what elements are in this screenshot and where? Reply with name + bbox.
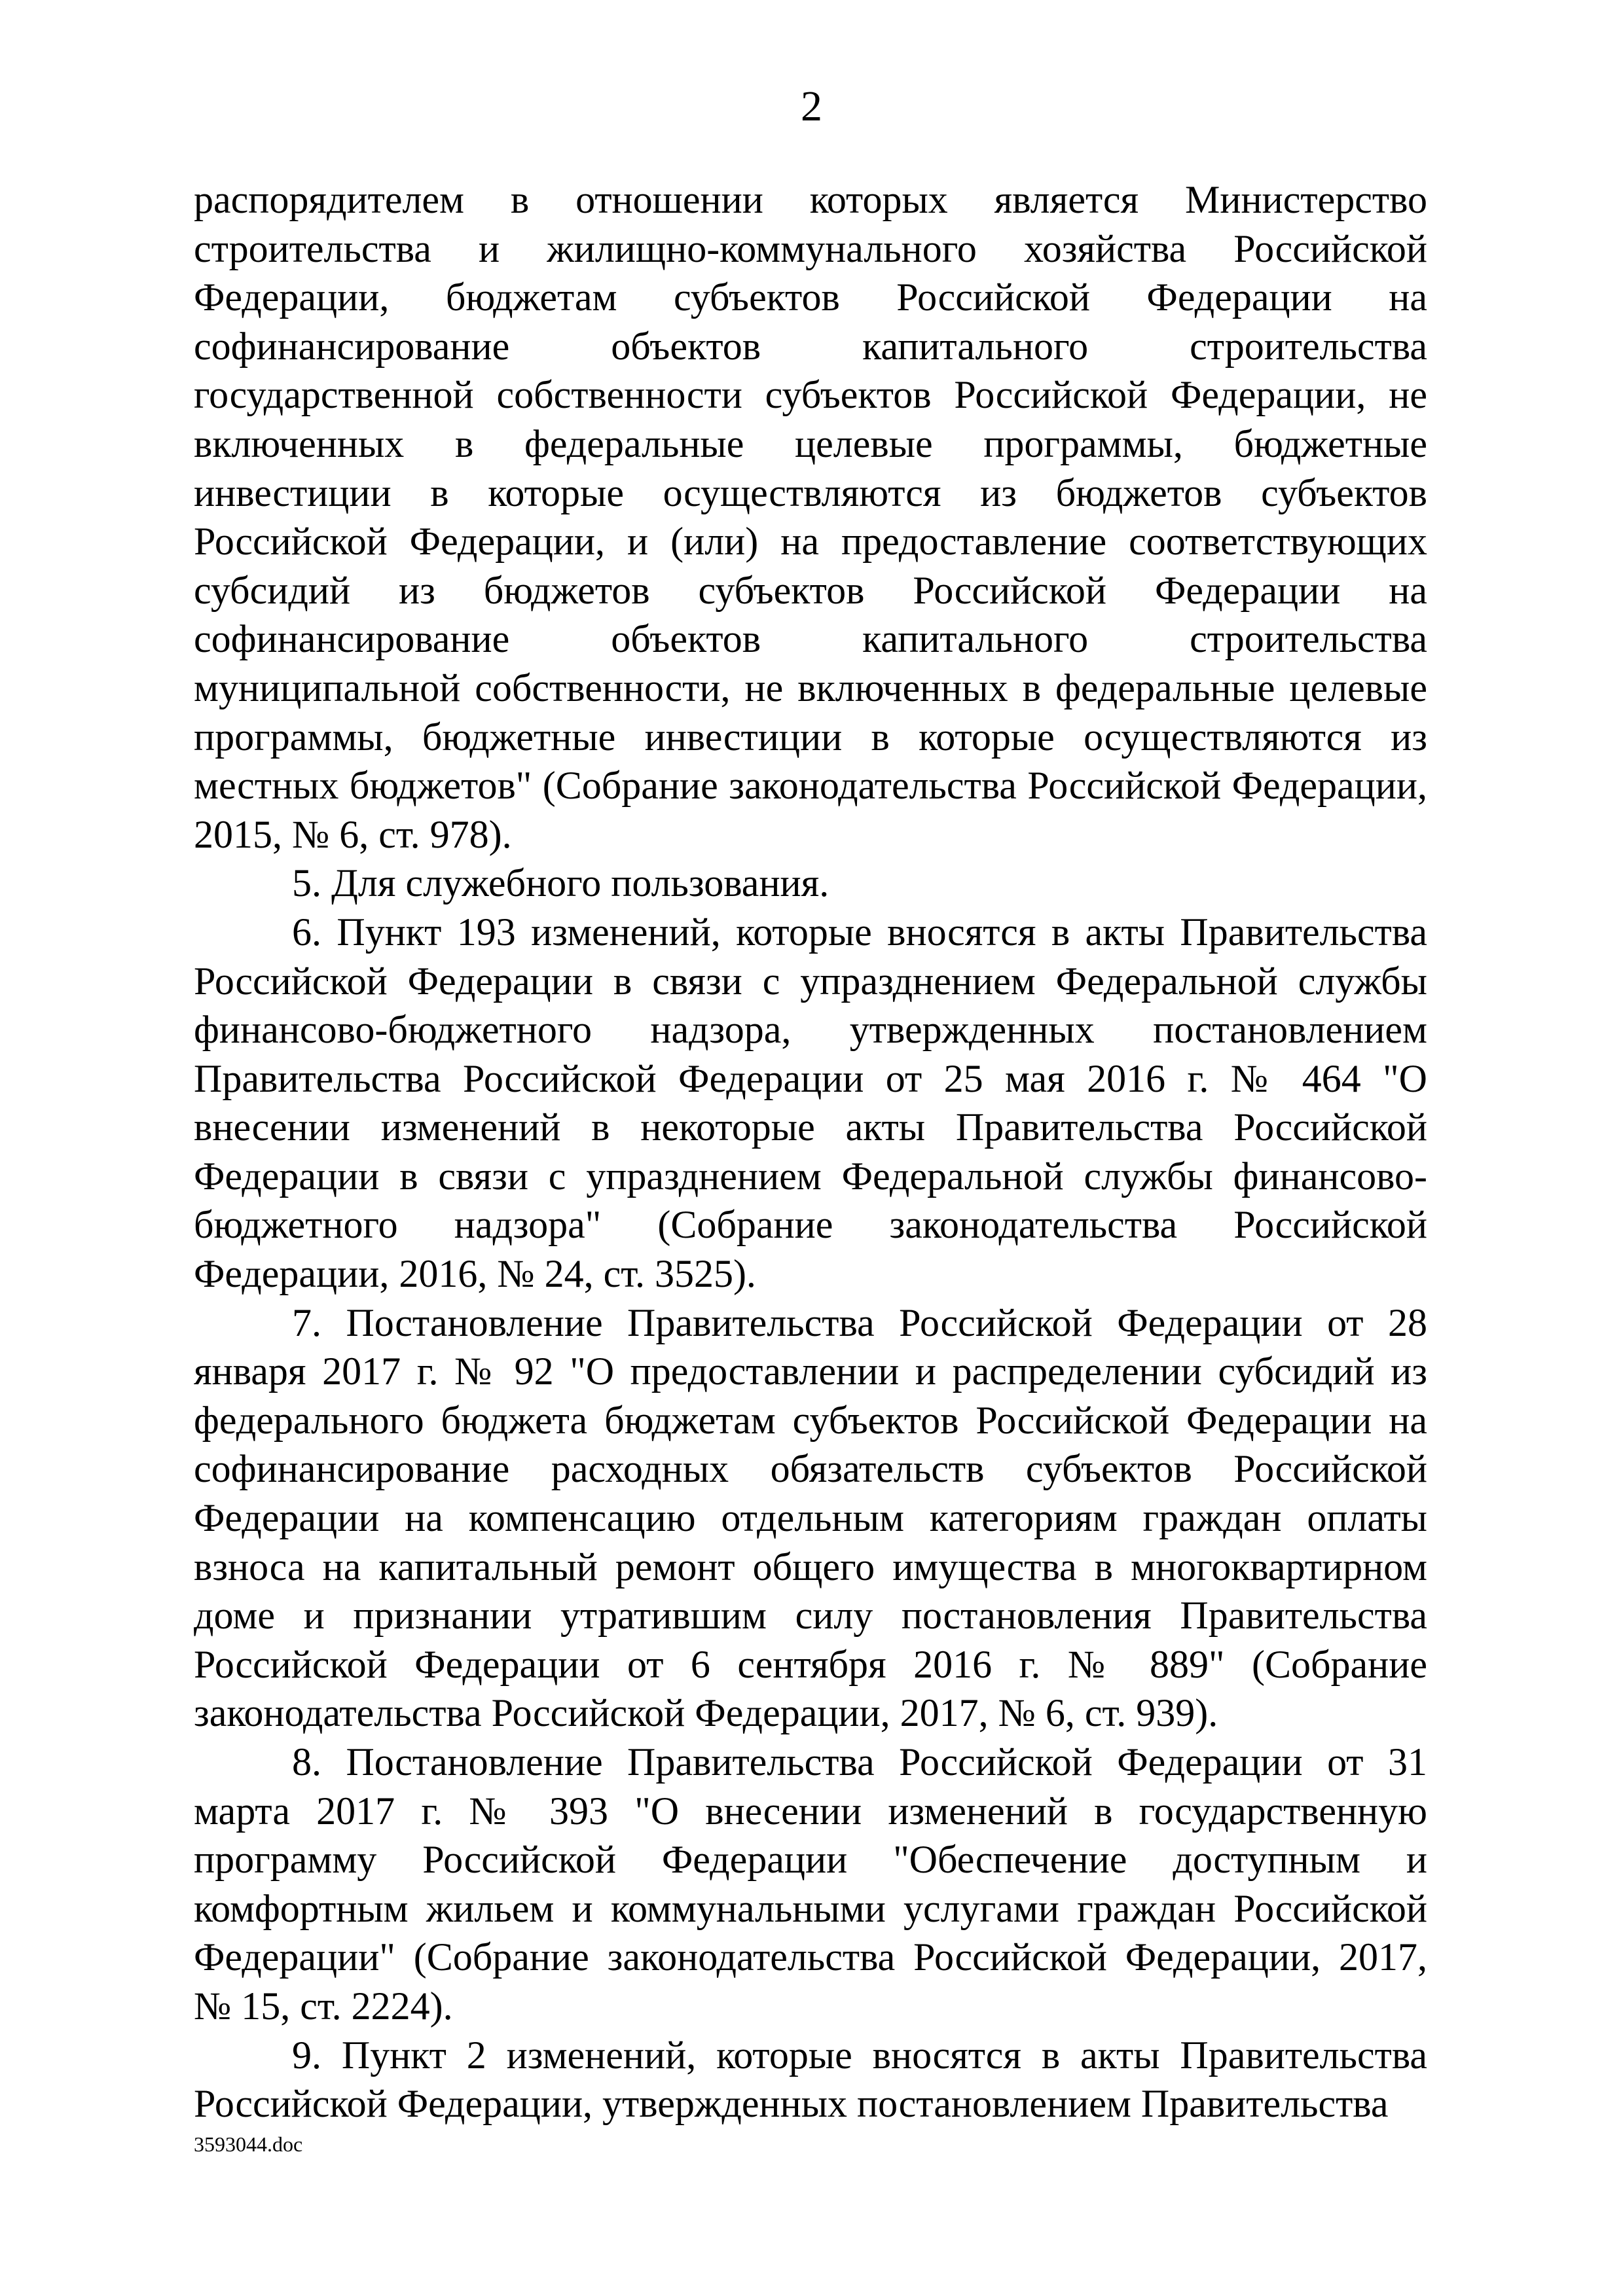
document-filename: 3593044.doc <box>194 2132 303 2156</box>
paragraph-item-7: 7. Постановление Правительства Российской Федерации от 28 января 2017 г. № 92 "О предоставлении и распределении субсидий из федерального бюджета бюджетам субъектов Российской Федерации на софинансирование расходных обязательств субъектов Российской Федерации на компенсацию отдельным категориям граждан оплаты взноса на капитальный ремонт общего имущества в многоквартирном доме и признании утратившим силу постановления Правительства Российской Федерации от 6 сентября 2016 г. № 889" (Собрание законодательства Российской Федерации, 2017, № 6, ст. 939). <box>194 1300 1427 1735</box>
page-number: 2 <box>801 82 822 130</box>
paragraph-item-8: 8. Постановление Правительства Российской Федерации от 31 марта 2017 г. № 393 "О внесении изменений в государственную программу Российской Федерации "Обеспечение доступным и комфортным жильем и коммунальными услугами граждан Российской Федерации" (Собрание законодательства Российской Федерации, 2017, № 15, ст. 2224). <box>194 1740 1427 2028</box>
document-body <box>194 175 1427 2128</box>
paragraph-item-5: 5. Для служебного пользования. <box>292 861 830 905</box>
paragraph-item-9: 9. Пункт 2 изменений, которые вносятся в акты Правительства Российской Федерации, утвержденных постановлением Правительства <box>194 2033 1427 2126</box>
paragraph-item-6: 6. Пункт 193 изменений, которые вносятся в акты Правительства Российской Федерации в связи с упразднением Федеральной службы финансово-бюджетного надзора, утвержденных постановлением Правительства Российской Федерации от 25 мая 2016 г. № 464 "О внесении изменений в некоторые акты Правительства Российской Федерации в связи с упразднением Федеральной службы финансово-бюджетного надзора" (Собрание законодательства Российской Федерации, 2016, № 24, ст. 3525). <box>194 910 1427 1296</box>
paragraph-continuation: распорядителем в отношении которых является Министерство строительства и жилищно-коммунального хозяйства Российской Федерации, бюджетам субъектов Российской Федерации на софинансирование объектов капитального строительства государственной собственности субъектов Российской Федерации, не включенных в федеральные целевые программы, бюджетные инвестиции в которые осуществляются из бюджетов субъектов Российской Федерации, и (или) на предоставление соответствующих субсидий из бюджетов субъектов Российской Федерации на софинансирование объектов капитального строительства муниципальной собственности, не включенных в федеральные целевые программы, бюджетные инвестиции в которые осуществляются из местных бюджетов" (Собрание законодательства Российской Федерации, 2015, № 6, ст. 978). <box>194 178 1427 856</box>
